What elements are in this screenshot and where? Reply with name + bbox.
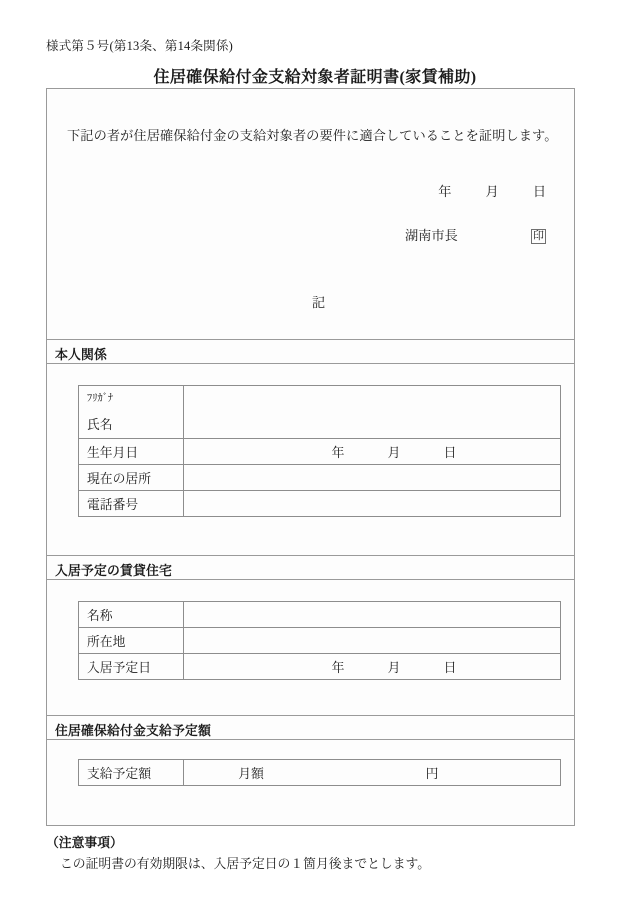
section-heading-payment-amount <box>47 715 574 740</box>
row-label-birthdate: 生年月日 <box>79 439 184 465</box>
row-value-phone[interactable] <box>184 491 561 517</box>
page-title: 住居確保給付金支給対象者証明書(家賃補助) <box>153 69 477 86</box>
row-label-movein-date: 入居予定日 <box>79 654 184 680</box>
signer-line <box>405 225 546 244</box>
section-heading-rental-housing <box>47 555 574 580</box>
table-row <box>79 760 561 786</box>
form-frame <box>46 88 575 826</box>
row-label-property-address: 所在地 <box>79 628 184 654</box>
row-label-name <box>79 386 184 439</box>
birthdate-day-label: 日 <box>443 446 457 460</box>
currency-unit-label: 円 <box>425 767 439 781</box>
monthly-amount-label: 月額 <box>238 767 264 781</box>
row-value-name[interactable] <box>184 386 561 439</box>
table-row <box>79 628 561 654</box>
issue-date-month-label: 月 <box>485 184 499 199</box>
table-row <box>79 439 561 465</box>
row-value-planned-amount[interactable] <box>184 760 561 786</box>
table-row <box>79 465 561 491</box>
notes-title: （注意事項） <box>46 835 123 850</box>
notes-body: この証明書の有効期限は、入居予定日の１箇月後までとします。 <box>60 857 431 871</box>
movein-month-label: 月 <box>387 661 401 675</box>
birthdate-year-label: 年 <box>331 446 345 460</box>
seal-icon: 印 <box>533 230 544 242</box>
table-payment-amount <box>78 759 561 786</box>
row-value-current-residence[interactable] <box>184 465 561 491</box>
row-label-property-name: 名称 <box>79 602 184 628</box>
signer-name: 湖南市長 <box>404 228 458 243</box>
row-label-current-residence: 現在の居所 <box>79 465 184 491</box>
ki-mark: 記 <box>312 295 326 310</box>
issue-date-year-label: 年 <box>438 184 452 199</box>
row-value-property-address[interactable] <box>184 628 561 654</box>
row-value-movein-date[interactable] <box>184 654 561 680</box>
section-heading-payment-amount-label: 住居確保給付金支給予定額 <box>55 723 211 738</box>
movein-day-label: 日 <box>443 661 457 675</box>
row-value-property-name[interactable] <box>184 602 561 628</box>
row-label-planned-amount: 支給予定額 <box>79 760 184 786</box>
table-row <box>79 654 561 680</box>
row-value-birthdate[interactable] <box>184 439 561 465</box>
birthdate-month-label: 月 <box>387 446 401 460</box>
row-label-phone: 電話番号 <box>79 491 184 517</box>
row-label-name-text: 氏名 <box>87 418 113 432</box>
certification-statement: 下記の者が住居確保給付金の支給対象者の要件に適合していることを証明します。 <box>67 128 558 143</box>
section-heading-personal-label: 本人関係 <box>55 347 107 362</box>
movein-year-label: 年 <box>331 661 345 675</box>
section-heading-rental-housing-label: 入居予定の賃貸住宅 <box>55 563 172 578</box>
issue-date-line <box>407 181 546 200</box>
issue-date-day-label: 日 <box>532 184 546 199</box>
movein-ymd <box>192 661 478 675</box>
table-row <box>79 602 561 628</box>
table-row <box>79 491 561 517</box>
birthdate-ymd <box>192 446 478 460</box>
row-label-furigana-text: ﾌﾘｶﾞﾅ <box>87 393 114 404</box>
table-row <box>79 386 561 439</box>
planned-amount-fields <box>192 767 466 781</box>
section-heading-personal <box>47 339 574 364</box>
table-rental-housing <box>78 601 561 680</box>
form-number: 様式第５号(第13条、第14条関係) <box>46 39 233 53</box>
table-personal <box>78 385 561 517</box>
